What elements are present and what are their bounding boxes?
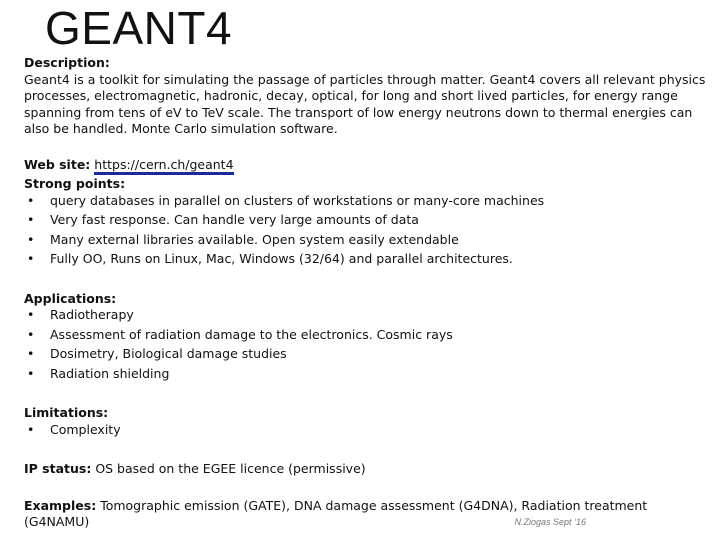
ip-status-label: IP status: <box>24 461 92 476</box>
bullet-icon: • <box>27 421 35 437</box>
strong-points-heading: Strong points: <box>24 176 126 191</box>
applications-heading: Applications: <box>24 290 117 306</box>
list-item <box>24 327 714 344</box>
list-item <box>24 251 714 268</box>
list-item <box>24 346 714 363</box>
ip-status-line <box>24 461 714 478</box>
limitations-heading: Limitations: <box>24 405 109 420</box>
application-text: Dosimetry, Biological damage studies <box>50 346 287 361</box>
website-link[interactable]: https://cern.ch/geant4 <box>94 157 233 175</box>
applications-list <box>24 307 714 382</box>
application-text: Radiotherapy <box>50 307 134 322</box>
application-text: Radiation shielding <box>50 365 170 381</box>
bullet-icon: • <box>27 251 35 266</box>
bullet-icon: • <box>27 307 35 322</box>
limitation-text: Complexity <box>50 421 121 437</box>
examples-block <box>24 498 714 531</box>
strong-point-text: query databases in parallel on clusters of workstations or many-core machines <box>50 192 545 208</box>
description-text: Geant4 is a toolkit for simulating the passage of particles through matter. Geant4 covers all relevant physics processes, electromagnetic, hadronic, decay, optical, for long and short lived particles, for energy range spanning from tens of eV to TeV scale. The transport of low energy neutrons down to thermal energies can also be handled. Monte Carlo simulation software. <box>24 71 706 136</box>
strong-point-text: Fully OO, Runs on Linux, Mac, Windows (32/64) and parallel architectures. <box>50 251 513 266</box>
website-label: Web site: <box>24 156 91 172</box>
list-item <box>24 422 714 439</box>
list-item <box>24 307 714 324</box>
list-item <box>24 193 714 210</box>
list-item <box>24 366 714 383</box>
ip-status-text: OS based on the EGEE licence (permissive) <box>95 461 366 476</box>
examples-text: Tomographic emission (GATE), DNA damage assessment (G4DNA), Radiation treatment (G4NAMU) <box>24 497 648 529</box>
application-text: Assessment of radiation damage to the electronics. Cosmic rays <box>50 326 453 342</box>
bullet-icon: • <box>27 231 35 247</box>
strong-points-list <box>24 193 714 268</box>
author-credit: N.Ziogas Sept ‘16 <box>514 517 586 527</box>
strong-point-text: Many external libraries available. Open system easily extendable <box>50 231 459 247</box>
bullet-icon: • <box>27 346 35 361</box>
bullet-icon: • <box>27 365 35 381</box>
examples-label: Examples: <box>24 497 97 513</box>
bullet-icon: • <box>27 212 35 227</box>
list-item <box>24 212 714 229</box>
description-heading: Description: <box>24 55 110 70</box>
website-line <box>24 157 714 174</box>
strong-point-text: Very fast response. Can handle very large amounts of data <box>50 212 419 227</box>
slide-title: GEANT4 <box>45 2 233 54</box>
slide-content <box>24 55 714 531</box>
list-item <box>24 232 714 249</box>
bullet-icon: • <box>27 192 35 208</box>
limitations-list <box>24 422 714 439</box>
description-block <box>24 55 714 138</box>
bullet-icon: • <box>27 326 35 342</box>
